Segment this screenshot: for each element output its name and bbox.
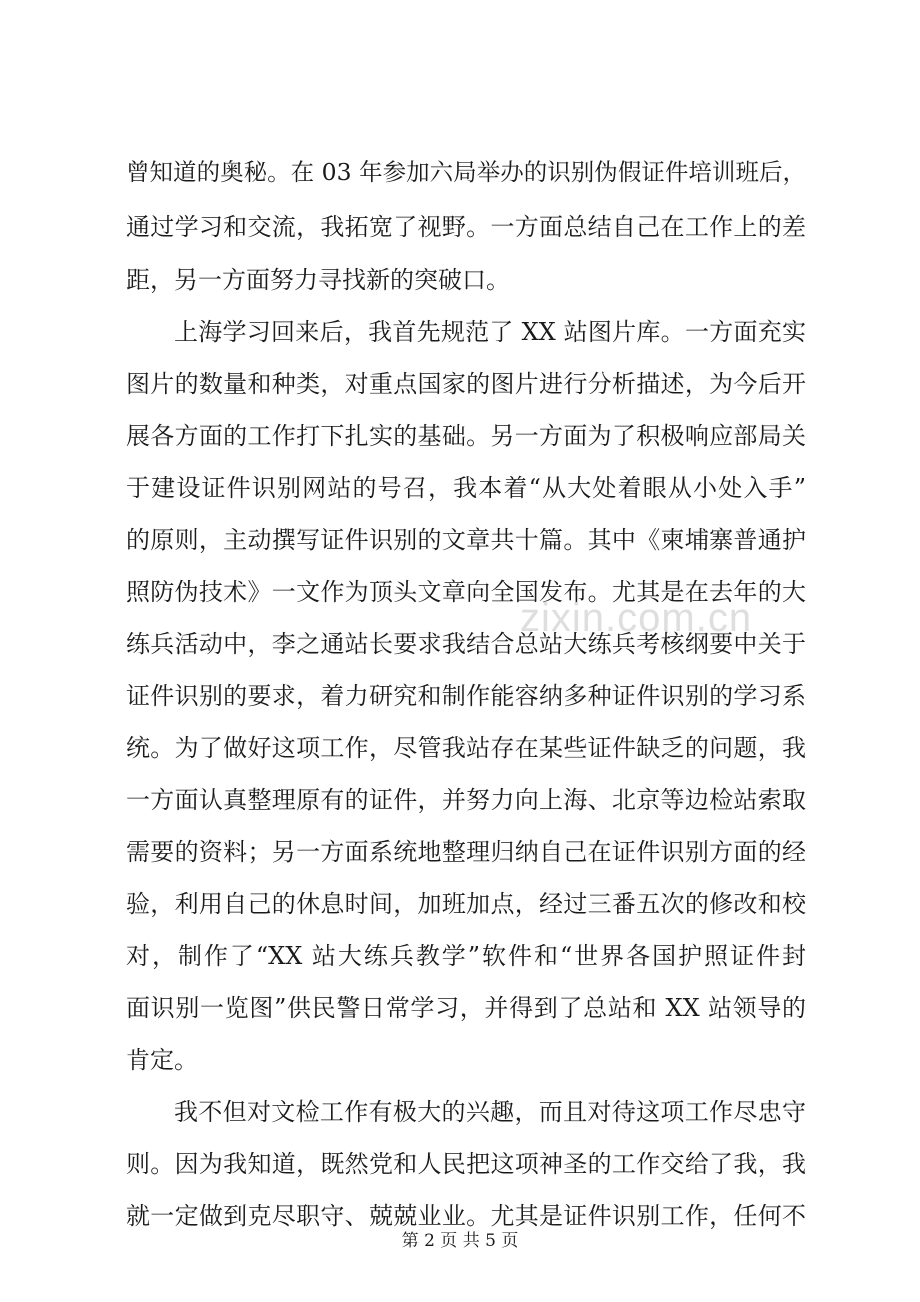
text-line-20: 则。因为我知道，既然党和人民把这项神圣的工作交给了我，我 <box>126 1150 806 1178</box>
text-line-9: 照防伪技术》一文作为顶头文章向全国发布。尤其是在去年的大 <box>126 578 806 606</box>
text-line-8: 的原则，主动撰写证件识别的文章共十篇。其中《柬埔寨普通护 <box>126 526 806 554</box>
text-line-1: 曾知道的奥秘。在 03 年参加六局举办的识别伪假证件培训班后， <box>126 158 806 186</box>
text-line-13: 一方面认真整理原有的证件，并努力向上海、北京等边检站索取 <box>126 786 806 814</box>
text-line-17: 面识别一览图”供民警日常学习，并得到了总站和 XX 站领导的 <box>126 994 806 1022</box>
text-line-4: 上海学习回来后，我首先规范了 XX 站图片库。一方面充实 <box>174 318 806 346</box>
text-line-14: 需要的资料；另一方面系统地整理归纳自己在证件识别方面的经 <box>126 838 806 866</box>
text-line-11: 证件识别的要求，着力研究和制作能容纳多种证件识别的学习系 <box>126 682 806 710</box>
text-line-18: 肯定。 <box>126 1046 198 1074</box>
text-line-16: 对，制作了“XX 站大练兵教学”软件和“世界各国护照证件封 <box>126 942 806 970</box>
text-line-21: 就一定做到克尽职守、兢兢业业。尤其是证件识别工作，任何不 <box>126 1202 806 1230</box>
text-line-2: 通过学习和交流，我拓宽了视野。一方面总结自己在工作上的差 <box>126 213 806 241</box>
watermark: zixin.com.cn <box>520 596 753 640</box>
text-line-19: 我不但对文检工作有极大的兴趣，而且对待这项工作尽忠守 <box>174 1098 806 1126</box>
text-line-6: 展各方面的工作打下扎实的基础。另一方面为了积极响应部局关 <box>126 422 806 450</box>
text-line-10: 练兵活动中，李之通站长要求我结合总站大练兵考核纲要中关于 <box>126 630 806 658</box>
text-line-7: 于建设证件识别网站的号召，我本着“从大处着眼从小处入手” <box>126 474 806 502</box>
text-line-15: 验，利用自己的休息时间，加班加点，经过三番五次的修改和校 <box>126 890 806 918</box>
page-footer: 第 2 页 共 5 页 <box>401 1231 519 1251</box>
text-line-12: 统。为了做好这项工作，尽管我站存在某些证件缺乏的问题，我 <box>126 734 806 762</box>
text-line-5: 图片的数量和种类，对重点国家的图片进行分析描述，为今后开 <box>126 370 806 398</box>
text-line-3: 距，另一方面努力寻找新的突破口。 <box>126 266 510 294</box>
